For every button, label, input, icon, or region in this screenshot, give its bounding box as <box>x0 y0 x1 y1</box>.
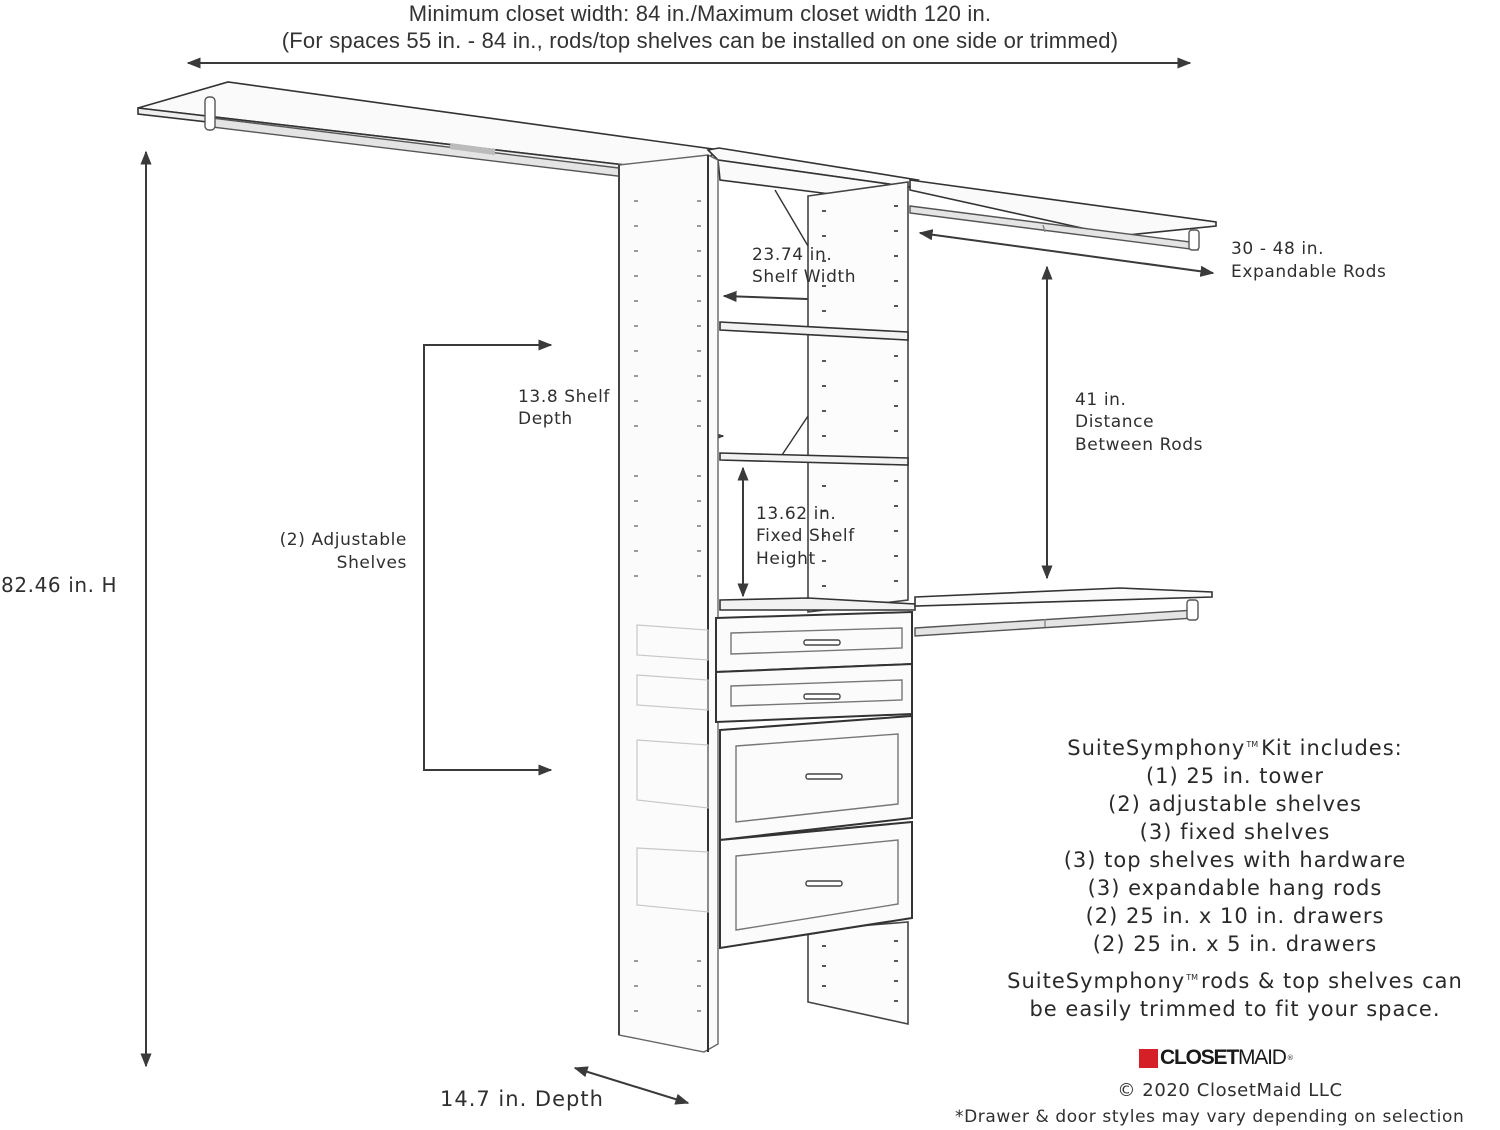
kit-item: (3) fixed shelves <box>1139 820 1331 844</box>
expandable-rods-value: 30 - 48 in. <box>1231 239 1325 259</box>
registered-mark: ® <box>1286 1054 1294 1062</box>
min-max-width-heading: Minimum closet width: 84 in./Maximum closet width 120 in. <box>408 1 992 26</box>
kit-title <box>980 731 1490 762</box>
kit-item: (3) expandable hang rods <box>1087 876 1383 900</box>
fixed-shelf-value: 13.62 in. <box>756 504 837 524</box>
logo-word-bold: CLOSET <box>1160 1046 1238 1069</box>
shelf-depth-value: 13.8 Shelf <box>518 387 610 407</box>
kit-item: (2) adjustable shelves <box>1108 792 1362 816</box>
kit-title-rest: Kit includes: <box>1261 736 1403 760</box>
shelf-width-value: 23.74 in. <box>752 245 833 265</box>
kit-item: (3) top shelves with hardware <box>1063 848 1407 872</box>
kit-item: (1) 25 in. tower <box>1145 764 1325 788</box>
drawer-small-1 <box>716 612 912 672</box>
trim-note <box>980 964 1490 1023</box>
adjustable-shelves-line-2: Shelves <box>336 553 407 573</box>
trim-note-line-1: rods & top shelves can <box>1201 969 1463 993</box>
height-label: 82.46 in. H <box>1 573 118 597</box>
rod-distance-label-2: Between Rods <box>1075 435 1204 455</box>
shelf-depth-label: Depth <box>518 409 573 429</box>
rod-distance-label-1: Distance <box>1075 412 1155 432</box>
copyright: © 2020 ClosetMaid LLC <box>1117 1080 1343 1101</box>
small-space-note: (For spaces 55 in. - 84 in., rods/top shelves can be installed on one side or trimmed) <box>281 28 1119 53</box>
disclaimer: *Drawer & door styles may vary depending on selection <box>955 1107 1465 1127</box>
kit-contents <box>980 731 1490 1023</box>
closetmaid-logo <box>1139 1046 1294 1070</box>
trim-note-brand: SuiteSymphony <box>1007 969 1186 993</box>
right-lower-top-shelf <box>915 588 1212 606</box>
trademark: TM <box>1186 973 1199 982</box>
adjustable-shelves-line-1: (2) Adjustable <box>279 530 407 550</box>
drawer-large-1 <box>720 716 912 840</box>
expandable-rods-label: Expandable Rods <box>1231 262 1387 282</box>
tower-left-panel <box>619 155 718 1052</box>
drawer-small-2 <box>716 664 912 722</box>
logo-word-light: MAID <box>1237 1046 1286 1069</box>
trademark: TM <box>1246 740 1259 749</box>
fixed-shelf-label-2: Height <box>756 549 816 569</box>
logo-red-square-icon <box>1139 1049 1158 1068</box>
depth-label: 14.7 in. Depth <box>440 1087 604 1111</box>
drawers <box>716 612 912 948</box>
kit-title-brand: SuiteSymphony <box>1067 736 1246 760</box>
shelf-width-label: Shelf Width <box>752 267 857 287</box>
trim-note-line-2: be easily trimmed to fit your space. <box>1029 997 1441 1021</box>
rod-distance-value: 41 in. <box>1075 390 1127 410</box>
kit-item: (2) 25 in. x 5 in. drawers <box>1092 932 1378 956</box>
kit-item: (2) 25 in. x 10 in. drawers <box>1085 904 1385 928</box>
fixed-shelf-label-1: Fixed Shelf <box>756 526 855 546</box>
